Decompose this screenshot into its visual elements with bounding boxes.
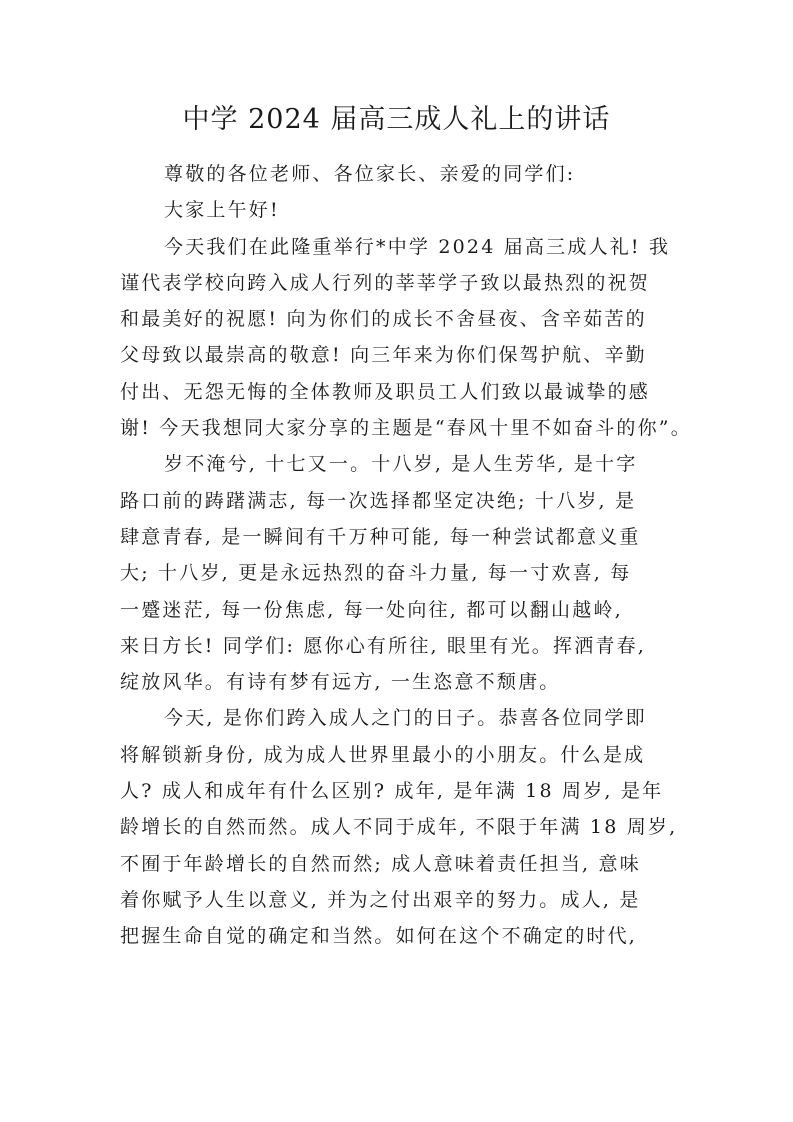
- paragraph-line: 把握生命自觉的确定和当然。如何在这个不确定的时代,: [120, 925, 638, 948]
- document-body: [120, 156, 692, 955]
- document-title: 中学 2024 届高三成人礼上的讲话: [182, 104, 611, 135]
- paragraph-line: 一蹙迷茫, 每一份焦虑, 每一处向往, 都可以翻山越岭,: [120, 598, 623, 621]
- paragraph-line: 岁不淹兮, 十七又一。十八岁, 是人生芳华, 是十字: [164, 453, 638, 476]
- greeting-line: 尊敬的各位老师、各位家长、亲爱的同学们:: [164, 163, 576, 185]
- paragraph-line: 绽放风华。有诗有梦有远方, 一生恣意不颓唐。: [120, 671, 561, 694]
- paragraph-line: 和最美好的祝愿! 向为你们的成长不舍昼夜、含辛茹苦的: [120, 308, 647, 331]
- paragraph-line: 今天, 是你们跨入成人之门的日子。恭喜各位同学即: [164, 707, 647, 730]
- paragraph-line: 不囿于年龄增长的自然而然; 成人意味着责任担当, 意味: [120, 852, 641, 875]
- paragraph-line: 肆意青春, 是一瞬间有千万种可能, 每一种尝试都意义重: [120, 525, 641, 548]
- greeting-line: 大家上午好!: [164, 199, 280, 222]
- paragraph-line: 来日方长! 同学们: 愿你心有所往, 眼里有光。挥洒青春,: [120, 634, 647, 657]
- paragraph-line: 路口前的踌躇满志, 每一次选择都坚定决绝; 十八岁, 是: [120, 489, 637, 512]
- paragraph-line: 付出、无怨无悔的全体教师及职员工人们致以最诚挚的感: [120, 380, 651, 403]
- paragraph-line: 着你赋予人生以意义, 并为之付出艰辛的努力。成人, 是: [120, 888, 641, 911]
- paragraph-line: 谢! 今天我想同大家分享的主题是“春风十里不如奋斗的你”。: [120, 417, 692, 440]
- paragraph-line: 将解锁新身份, 成为成人世界里最小的小朋友。什么是成: [120, 743, 646, 766]
- paragraph-line: 龄增长的自然而然。成人不同于成年, 不限于年满 18 周岁,: [120, 816, 678, 839]
- paragraph-line: 今天我们在此隆重举行*中学 2024 届高三成人礼! 我: [164, 235, 671, 258]
- paragraph-line: 大; 十八岁, 更是永远热烈的奋斗力量, 每一寸欢喜, 每: [120, 562, 632, 585]
- paragraph-line: 人? 成人和成年有什么区别? 成年, 是年满 18 周岁, 是年: [120, 780, 664, 803]
- paragraph-line: 谨代表学校向跨入成人行列的莘莘学子致以最热烈的祝贺: [120, 271, 651, 294]
- paragraph-line: 父母致以最崇高的敬意! 向三年来为你们保驾护航、辛勤: [120, 344, 647, 367]
